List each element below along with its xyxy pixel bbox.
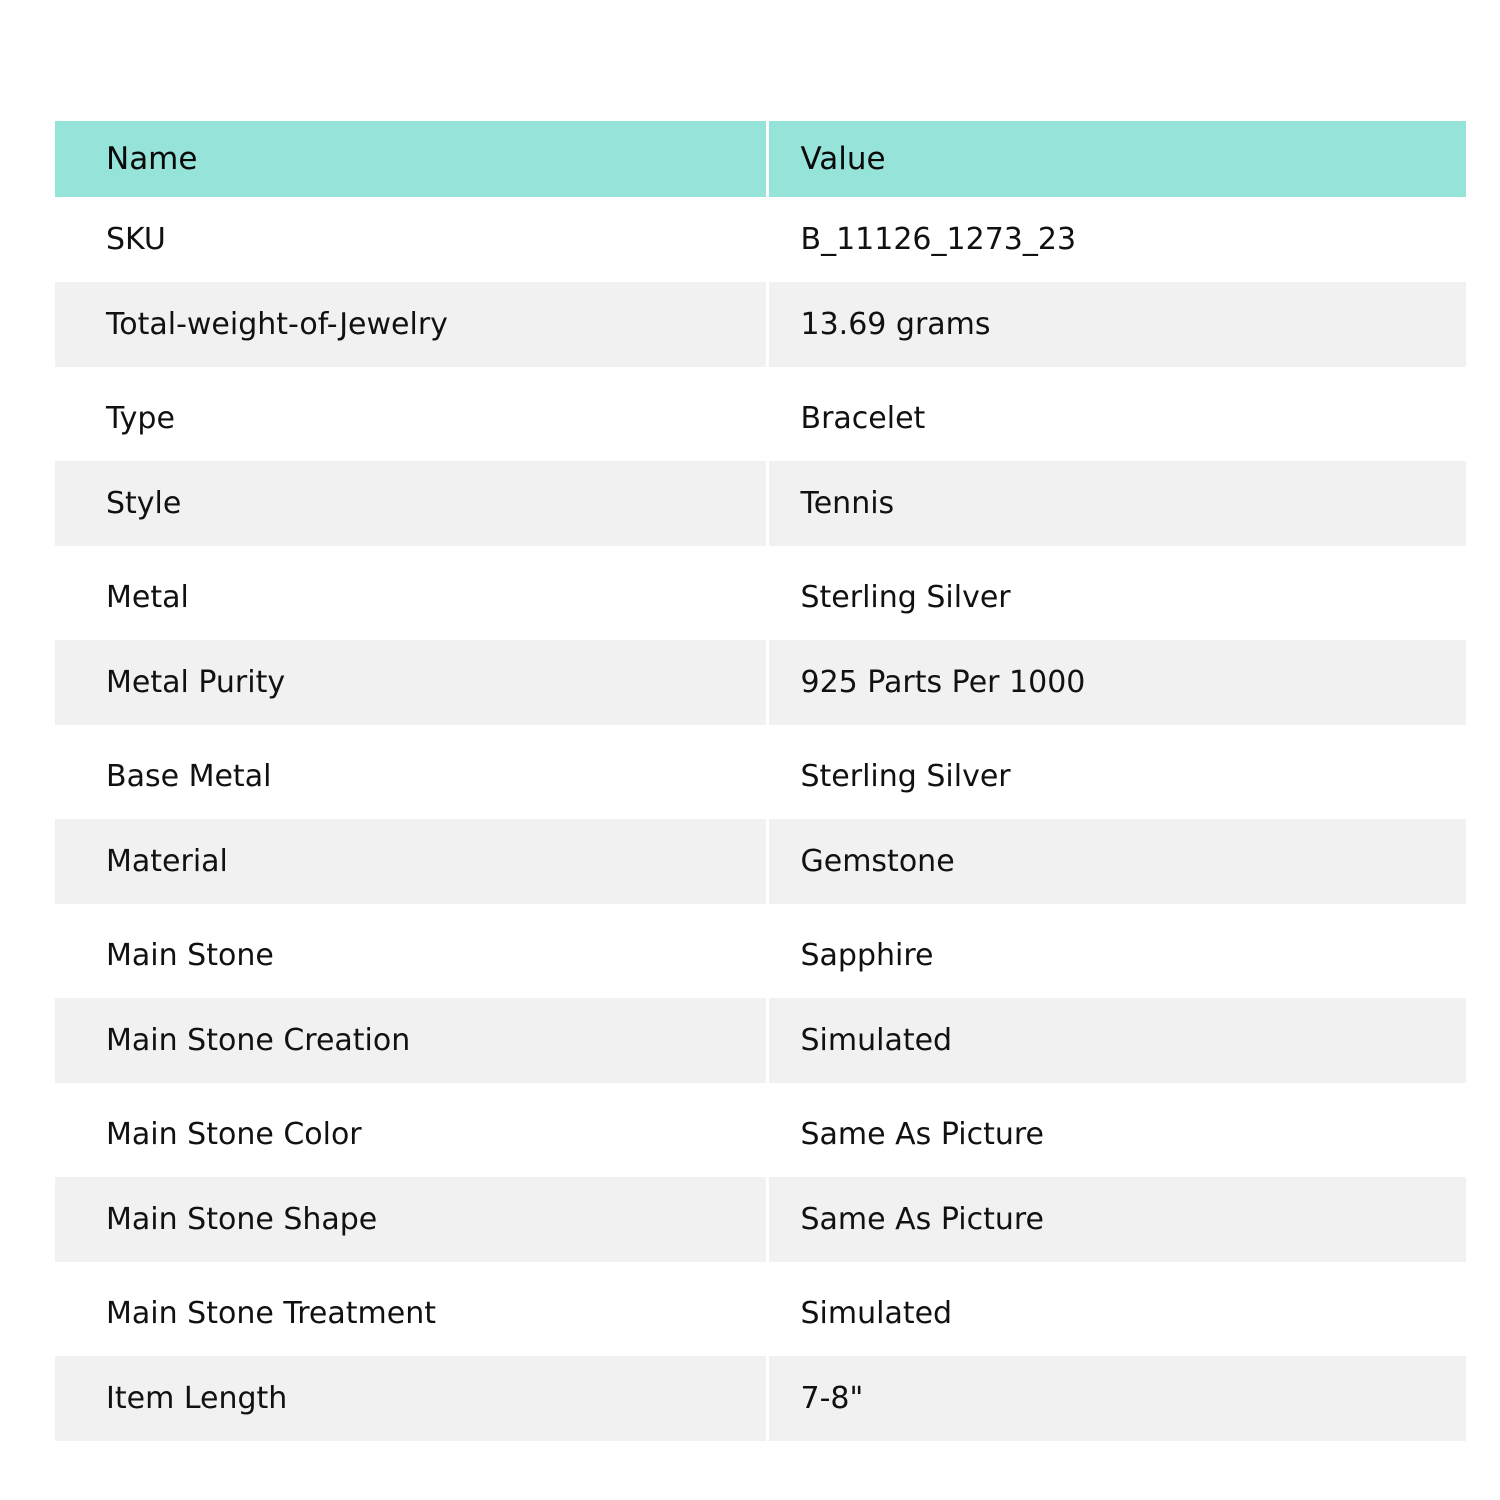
row-name: Main Stone Color — [55, 1092, 767, 1177]
row-value: Same As Picture — [767, 1092, 1466, 1177]
row-value: Simulated — [767, 998, 1466, 1092]
table-header-row — [55, 121, 1466, 197]
table-row — [55, 640, 1466, 734]
table-row — [55, 1092, 1466, 1177]
row-value: 13.69 grams — [767, 282, 1466, 376]
row-name: Main Stone — [55, 913, 767, 998]
table-row — [55, 913, 1466, 998]
row-name: Type — [55, 376, 767, 461]
row-name: Item Length — [55, 1356, 767, 1450]
row-value: Gemstone — [767, 819, 1466, 913]
row-name: Total-weight-of-Jewelry — [55, 282, 767, 376]
row-value: Bracelet — [767, 376, 1466, 461]
row-name: Main Stone Shape — [55, 1177, 767, 1271]
table-row — [55, 555, 1466, 640]
row-value: Sterling Silver — [767, 555, 1466, 640]
table-row — [55, 1356, 1466, 1450]
row-name: Style — [55, 461, 767, 555]
row-value: 925 Parts Per 1000 — [767, 640, 1466, 734]
header-name: Name — [55, 121, 767, 197]
row-name: SKU — [55, 197, 767, 282]
table-row — [55, 819, 1466, 913]
table-body — [55, 197, 1466, 1450]
row-value: B_11126_1273_23 — [767, 197, 1466, 282]
row-name: Metal — [55, 555, 767, 640]
row-name: Material — [55, 819, 767, 913]
table-row — [55, 282, 1466, 376]
table-row — [55, 1177, 1466, 1271]
header-value: Value — [767, 121, 1466, 197]
row-value: Sterling Silver — [767, 734, 1466, 819]
table-row — [55, 197, 1466, 282]
table-row — [55, 461, 1466, 555]
table-header — [55, 121, 1466, 197]
row-value: Simulated — [767, 1271, 1466, 1356]
row-value: Tennis — [767, 461, 1466, 555]
table-row — [55, 376, 1466, 461]
specifications-table — [55, 121, 1466, 1450]
table-row — [55, 998, 1466, 1092]
row-name: Base Metal — [55, 734, 767, 819]
table-row — [55, 734, 1466, 819]
row-value: Sapphire — [767, 913, 1466, 998]
row-value: Same As Picture — [767, 1177, 1466, 1271]
row-name: Main Stone Creation — [55, 998, 767, 1092]
row-name: Main Stone Treatment — [55, 1271, 767, 1356]
row-value: 7-8" — [767, 1356, 1466, 1450]
row-name: Metal Purity — [55, 640, 767, 734]
table-row — [55, 1271, 1466, 1356]
